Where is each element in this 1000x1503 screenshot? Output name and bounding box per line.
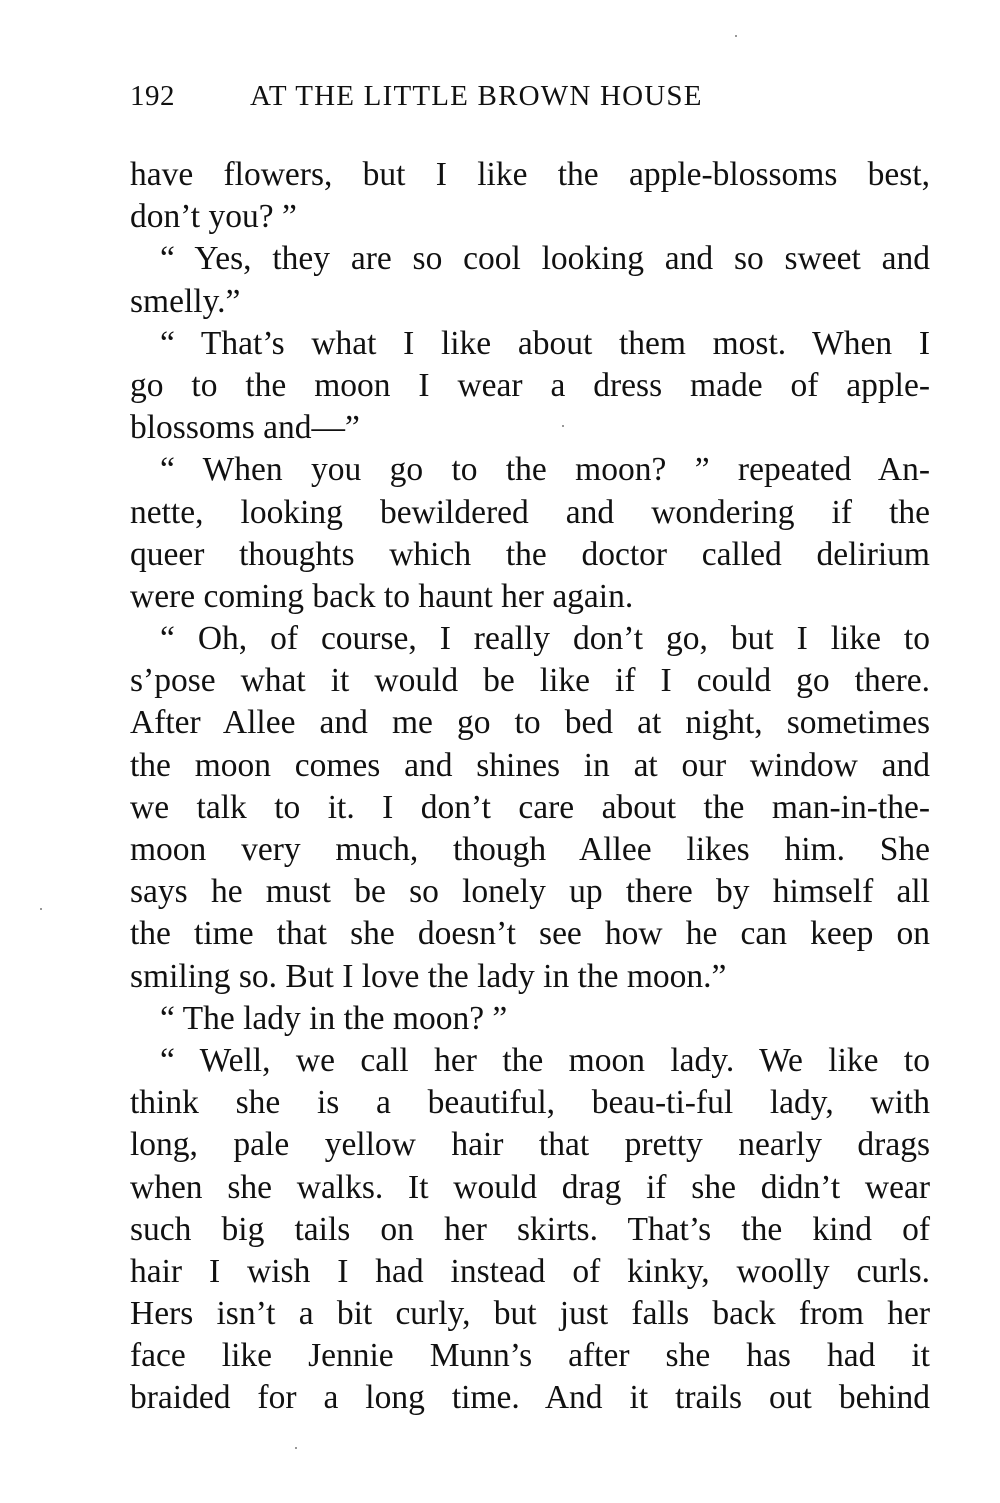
text-line: “ Well, we call her the moon lady. We like to: [160, 1041, 930, 1079]
text-line: says he must be so lonely up there by himself all: [130, 873, 930, 911]
text-line: face like Jennie Munn’s after she has had it: [130, 1337, 930, 1375]
running-head: [130, 80, 930, 126]
text-line: blossoms and—”: [130, 409, 360, 447]
paper-speck: [562, 425, 564, 427]
text-line: queer thoughts which the doctor called delirium: [130, 535, 930, 573]
text-line: long, pale yellow hair that pretty nearly drags: [130, 1126, 930, 1164]
body-text: [130, 154, 930, 1420]
text-line: “ That’s what I like about them most. When I: [160, 324, 930, 362]
text-line: “ Oh, of course, I really don’t go, but I like to: [160, 620, 930, 658]
text-line: After Allee and me go to bed at night, sometimes: [130, 704, 930, 742]
text-line: hair I wish I had instead of kinky, woolly curls.: [130, 1252, 930, 1290]
text-line: nette, looking bewildered and wondering if the: [130, 493, 930, 531]
text-line: moon very much, though Allee likes him. She: [130, 831, 930, 868]
running-title: AT THE LITTLE BROWN HOUSE: [250, 80, 703, 112]
text-line: the moon comes and shines in at our window and: [130, 746, 930, 784]
text-line: were coming back to haunt her again.: [130, 577, 634, 615]
text-line: Hers isn’t a bit curly, but just falls back from her: [130, 1295, 930, 1333]
text-line: such big tails on her skirts. That’s the kind of: [130, 1210, 930, 1248]
page-number: 192: [130, 80, 175, 112]
text-line: go to the moon I wear a dress made of apple-: [130, 366, 930, 404]
text-line: have flowers, but I like the apple-blossoms best,: [130, 156, 930, 193]
text-line: braided for a long time. And it trails out behind: [130, 1379, 930, 1417]
text-line: smiling so. But I love the lady in the moon.”: [130, 957, 727, 995]
text-line: the time that she doesn’t see how he can keep on: [130, 915, 930, 953]
text-line: “ Yes, they are so cool looking and so sweet and: [160, 240, 930, 278]
text-line: we talk to it. I don’t care about the man-in-the-: [130, 788, 930, 826]
text-line: “ The lady in the moon? ”: [160, 999, 508, 1037]
paper-speck: [295, 1447, 297, 1449]
text-line: think she is a beautiful, beau-ti-ful lady, with: [130, 1084, 930, 1122]
book-page: [130, 80, 930, 1420]
paper-speck: [40, 908, 42, 910]
text-line: s’pose what it would be like if I could go there.: [130, 662, 930, 700]
text-line: “ When you go to the moon? ” repeated An-: [160, 451, 930, 489]
text-line: don’t you? ”: [130, 198, 297, 236]
text-line: smelly.”: [130, 282, 241, 320]
text-line: when she walks. It would drag if she didn’t wear: [130, 1168, 930, 1206]
paper-speck: [735, 35, 737, 37]
